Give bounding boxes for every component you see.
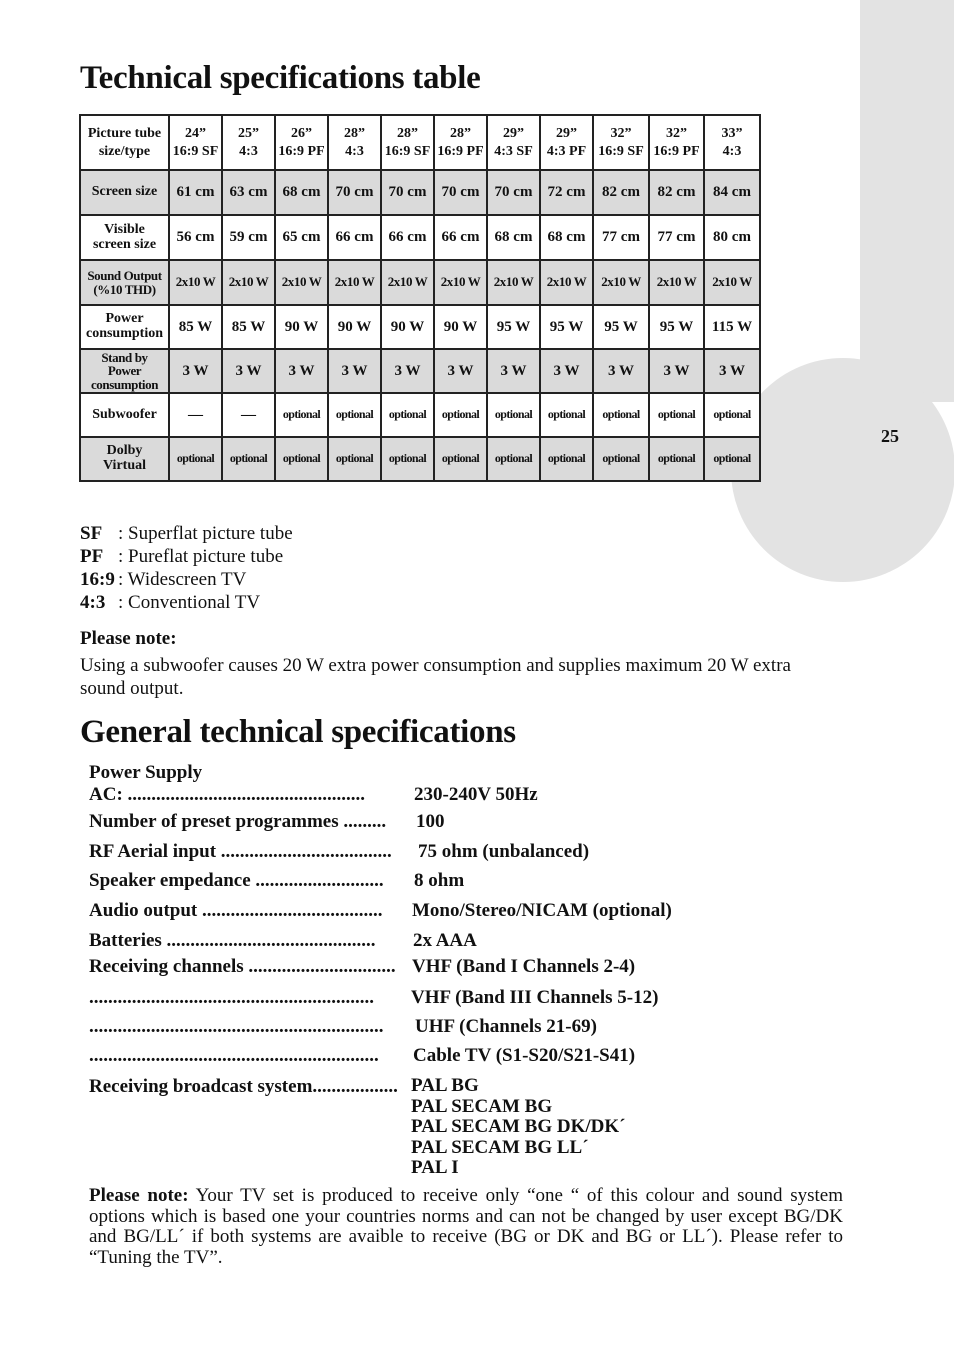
value-cell: 70 cm (487, 170, 540, 215)
value-cell: optional (649, 437, 704, 481)
model-header-cell-line: 28” (450, 126, 471, 141)
legend-row (80, 545, 293, 568)
final-note-heading: Please note: (89, 1185, 189, 1206)
general-title: General technical specifications (80, 714, 516, 750)
value-cell: 80 cm (704, 215, 760, 260)
model-header-cell-line: 4:3 (722, 143, 742, 159)
value-cell: 3 W (434, 349, 487, 393)
model-header-cell-line: 25” (238, 126, 259, 141)
dot-leader: ............................................................. (89, 1045, 379, 1066)
value-cell: 61 cm (169, 170, 222, 215)
table-header-row (80, 115, 760, 170)
legend-text: : Superflat picture tube (118, 523, 293, 544)
value-cell: 77 cm (593, 215, 649, 260)
row-label-cell-line: consumption (85, 326, 164, 341)
header-label-cell (80, 115, 169, 170)
value-cell: 68 cm (275, 170, 328, 215)
value-cell: 82 cm (649, 170, 704, 215)
table-row (80, 437, 760, 481)
final-note-text: Your TV set is produced to receive only “one “ of this colour and sound system options which is based one your countries norms and can not be changed by user except BG/DK and BG/LL´ if both systems are avaible to receive (BG or DK and BG or LL´). Please refer to “Tuning the TV”. (89, 1185, 843, 1268)
value-cell: 72 cm (540, 170, 593, 215)
batteries-value: 2x AAA (413, 930, 477, 951)
value-cell: 85 W (222, 305, 275, 349)
model-header-cell-line: 28” (344, 126, 365, 141)
specifications-table (79, 114, 761, 482)
value-cell: optional (381, 437, 434, 481)
model-header-cell (275, 115, 328, 170)
value-cell: — (222, 393, 275, 437)
rf-input-value: 75 ohm (unbalanced) (418, 841, 590, 862)
model-header-cell-line: 16:9 SF (598, 143, 644, 159)
value-cell: 77 cm (649, 215, 704, 260)
value-cell: 2x10 W (649, 260, 704, 305)
value-cell: optional (328, 437, 381, 481)
row-label-cell-line: Sound Output (87, 267, 162, 283)
side-tab-decoration (860, 0, 954, 402)
channel-value: Cable TV (S1-S20/S21-S41) (413, 1045, 636, 1066)
row-label-cell (80, 215, 169, 260)
model-header-cell-line: 16:9 SF (172, 143, 219, 159)
power-supply-label: Power Supply (89, 762, 203, 783)
value-cell: 95 W (649, 305, 704, 349)
model-header-cell-line: 4:3 SF (494, 143, 533, 159)
value-cell: 3 W (169, 349, 222, 393)
model-header-cell-line: 16:9 PF (653, 143, 700, 159)
legend-text: : Widescreen TV (118, 569, 247, 590)
audio-output-value: Mono/Stereo/NICAM (optional) (412, 900, 672, 921)
model-header-cell (328, 115, 381, 170)
row-label-cell-line: Screen size (91, 184, 158, 200)
value-cell: 68 cm (540, 215, 593, 260)
table-row (80, 170, 760, 215)
value-cell: 70 cm (381, 170, 434, 215)
ac-value: 230-240V 50Hz (414, 784, 538, 805)
value-cell: optional (169, 437, 222, 481)
value-cell: 3 W (704, 349, 760, 393)
value-cell: 63 cm (222, 170, 275, 215)
value-cell: 82 cm (593, 170, 649, 215)
model-header-cell (381, 115, 434, 170)
legend-text: : Conventional TV (118, 592, 261, 613)
value-cell: 56 cm (169, 215, 222, 260)
table-title: Technical specifications table (80, 60, 481, 96)
row-label-cell (80, 305, 169, 349)
table-row (80, 260, 760, 305)
legend-key: SF (80, 523, 103, 544)
value-cell: 66 cm (328, 215, 381, 260)
value-cell: — (169, 393, 222, 437)
value-cell: optional (540, 393, 593, 437)
channels-label: Receiving channels ............................... (89, 956, 396, 977)
model-header-cell (704, 115, 760, 170)
model-header-cell-line: 4:3 (239, 143, 258, 159)
table-row (80, 393, 760, 437)
model-header-cell-line: 16:9 PF (278, 143, 325, 159)
value-cell: optional (487, 393, 540, 437)
ac-label: AC: .................................................. (89, 784, 366, 805)
speaker-label: Speaker empedance ........................... (89, 870, 384, 891)
model-header-cell-line: 16:9 SF (384, 143, 431, 159)
value-cell: 3 W (487, 349, 540, 393)
dot-leader: .............................................................. (89, 1016, 384, 1037)
row-label-cell-line: Stand by (101, 349, 148, 365)
row-label-cell-line: Power (105, 311, 144, 327)
value-cell: 90 W (434, 305, 487, 349)
system-item: PAL I (411, 1157, 459, 1178)
legend-row (80, 591, 293, 614)
value-cell: 2x10 W (704, 260, 760, 305)
row-label-cell (80, 170, 169, 215)
channel-value: VHF (Band III Channels 5-12) (411, 987, 659, 1008)
value-cell: 70 cm (328, 170, 381, 215)
value-cell: 2x10 W (275, 260, 328, 305)
value-cell: 2x10 W (222, 260, 275, 305)
broadcast-label: Receiving broadcast system.................. (89, 1076, 398, 1097)
value-cell: 90 W (381, 305, 434, 349)
header-label-cell-line: size/type (98, 143, 151, 159)
model-header-cell (649, 115, 704, 170)
value-cell: optional (704, 437, 760, 481)
presets-label: Number of preset programmes ......... (89, 811, 387, 832)
row-label-cell-line: consumption (90, 376, 159, 392)
dot-leader: ............................................................ (89, 987, 374, 1008)
table-row (80, 215, 760, 260)
value-cell: 3 W (328, 349, 381, 393)
row-label-cell-line: Visible (104, 221, 145, 237)
legend-row (80, 522, 293, 545)
system-item: PAL SECAM BG LL´ (411, 1136, 589, 1158)
value-cell: 2x10 W (381, 260, 434, 305)
legend-key: 4:3 (80, 592, 106, 613)
value-cell: optional (540, 437, 593, 481)
value-cell: optional (593, 437, 649, 481)
channel-value: UHF (Channels 21-69) (415, 1016, 597, 1037)
model-header-cell (593, 115, 649, 170)
value-cell: 90 W (275, 305, 328, 349)
system-item: PAL SECAM BG (411, 1095, 553, 1117)
row-label-cell-line: screen size (92, 236, 157, 252)
value-cell: 90 W (328, 305, 381, 349)
legend-row (80, 568, 293, 591)
final-note (89, 1186, 843, 1268)
value-cell: 2x10 W (434, 260, 487, 305)
value-cell: optional (328, 393, 381, 437)
system-item: PAL BG (411, 1075, 479, 1096)
model-header-cell-line: 33” (721, 126, 743, 141)
value-cell: 115 W (704, 305, 760, 349)
value-cell: 3 W (275, 349, 328, 393)
page-number: 25 (881, 426, 899, 446)
value-cell: 70 cm (434, 170, 487, 215)
value-cell: 2x10 W (169, 260, 222, 305)
value-cell: 3 W (649, 349, 704, 393)
value-cell: optional (434, 393, 487, 437)
speaker-value: 8 ohm (414, 870, 465, 891)
model-header-cell (222, 115, 275, 170)
value-cell: optional (704, 393, 760, 437)
value-cell: 2x10 W (540, 260, 593, 305)
row-label-cell-line: Virtual (102, 458, 147, 473)
row-label-cell (80, 393, 169, 437)
table-row (80, 349, 760, 393)
value-cell: 2x10 W (593, 260, 649, 305)
value-cell: 3 W (540, 349, 593, 393)
legend-key: PF (80, 546, 104, 567)
broadcast-systems (411, 1076, 625, 1179)
value-cell: optional (593, 393, 649, 437)
value-cell: optional (487, 437, 540, 481)
value-cell: 66 cm (434, 215, 487, 260)
model-header-cell (487, 115, 540, 170)
row-label-cell-line: (%10 THD) (93, 281, 156, 297)
side-circle-decoration (731, 358, 954, 582)
model-header-cell-line: 29” (503, 126, 524, 141)
value-cell: optional (275, 393, 328, 437)
value-cell: optional (275, 437, 328, 481)
model-header-cell-line: 16:9 PF (437, 143, 484, 159)
model-header-cell-line: 24” (185, 126, 206, 141)
header-label-cell-line: Picture tube (87, 126, 162, 141)
legend-text: : Pureflat picture tube (118, 546, 284, 567)
row-label-cell-line: Dolby (106, 443, 143, 459)
model-header-cell (540, 115, 593, 170)
system-item: PAL SECAM BG DK/DK´ (411, 1116, 626, 1137)
legend (80, 522, 293, 614)
row-label-cell-line: Subwoofer (92, 406, 157, 422)
value-cell: 84 cm (704, 170, 760, 215)
channel-value: VHF (Band I Channels 2-4) (412, 956, 636, 977)
rf-input-label: RF Aerial input .................................... (89, 841, 392, 862)
model-header-cell-line: 4:3 PF (546, 143, 587, 159)
value-cell: 3 W (222, 349, 275, 393)
value-cell: 3 W (593, 349, 649, 393)
model-header-cell-line: 4:3 (345, 143, 364, 159)
value-cell: 65 cm (275, 215, 328, 260)
value-cell: 95 W (540, 305, 593, 349)
value-cell: 2x10 W (328, 260, 381, 305)
value-cell: 59 cm (222, 215, 275, 260)
note-paragraph: Using a subwoofer causes 20 W extra power consumption and supplies maximum 20 W extra sound output. (80, 655, 791, 699)
model-header-cell-line: 32” (610, 126, 632, 141)
row-label-cell-line: Power (107, 363, 142, 379)
table-row (80, 305, 760, 349)
value-cell: optional (649, 393, 704, 437)
model-header-cell-line: 28” (397, 126, 418, 141)
row-label-cell (80, 260, 169, 305)
model-header-cell-line: 32” (666, 126, 687, 141)
value-cell: 68 cm (487, 215, 540, 260)
presets-value: 100 (416, 811, 445, 832)
audio-output-label: Audio output ...................................... (89, 900, 383, 921)
model-header-cell-line: 29” (556, 126, 577, 141)
model-header-cell (169, 115, 222, 170)
model-header-cell-line: 26” (291, 126, 312, 141)
value-cell: 66 cm (381, 215, 434, 260)
legend-key: 16:9 (80, 569, 115, 590)
row-label-cell (80, 437, 169, 481)
value-cell: 2x10 W (487, 260, 540, 305)
value-cell: 95 W (487, 305, 540, 349)
model-header-cell (434, 115, 487, 170)
batteries-label: Batteries ............................................ (89, 930, 376, 951)
value-cell: optional (222, 437, 275, 481)
note-heading: Please note: (80, 628, 177, 649)
value-cell: 95 W (593, 305, 649, 349)
row-label-cell (80, 349, 169, 393)
value-cell: 85 W (169, 305, 222, 349)
value-cell: 3 W (381, 349, 434, 393)
value-cell: optional (434, 437, 487, 481)
value-cell: optional (381, 393, 434, 437)
